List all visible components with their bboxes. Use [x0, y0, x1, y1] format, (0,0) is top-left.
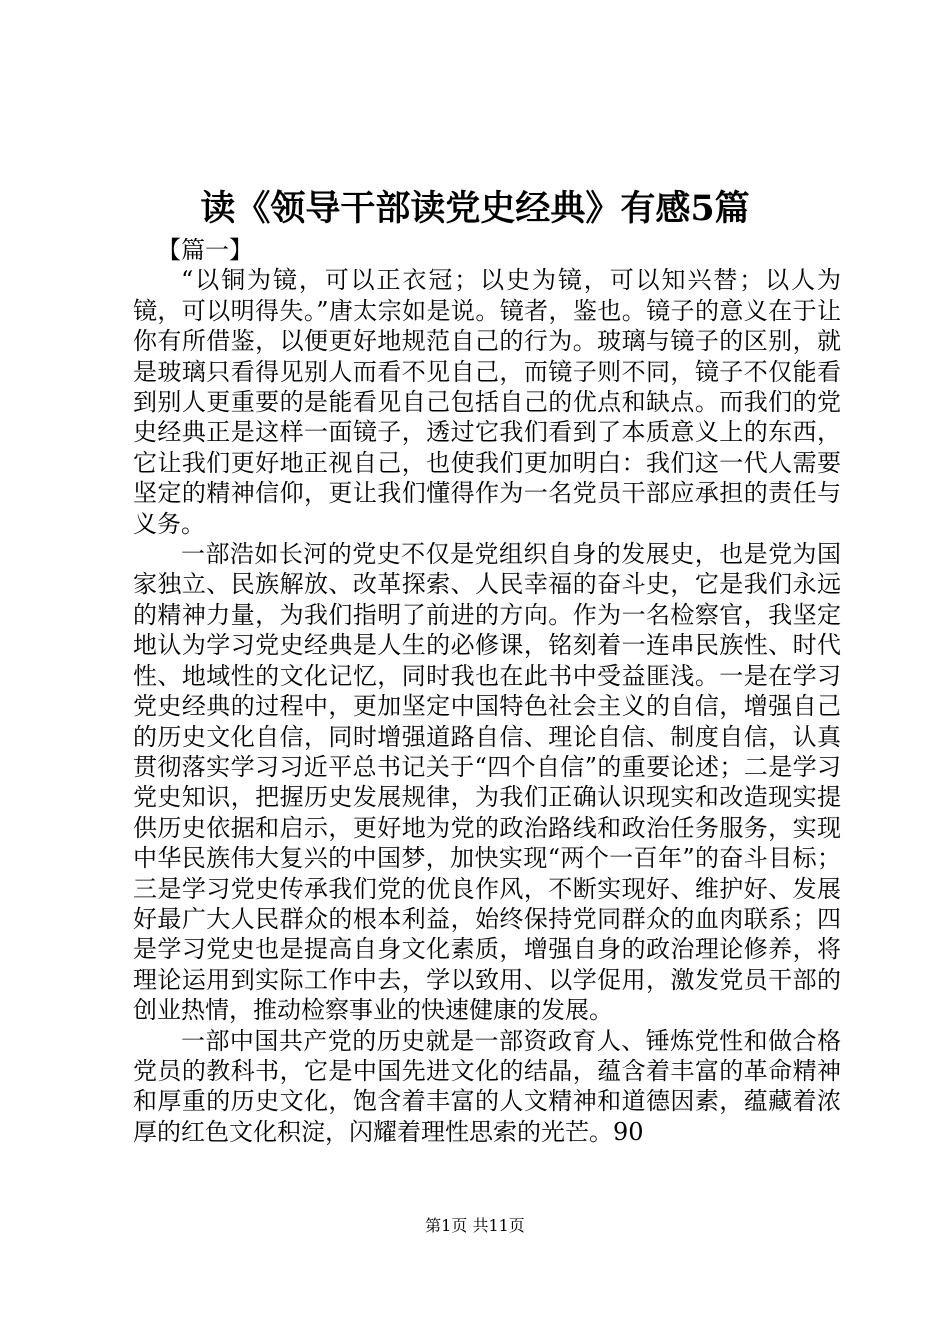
paragraph-2: 一部浩如长河的党史不仅是党组织自身的发展史，也是党为国家独立、民族解放、改革探索、人民幸福的奋斗史，它是我们永远的精神力量，为我们指明了前进的方向。作为一名检察官，我坚定地认为学习党史经典是人生的必修课，铭刻着一连串民族性、时代性、地域性的文化记忆，同时我也在此书中受益匪浅。一是在学习党史经典的过程中，更加坚定中国特色社会主义的自信，增强自己的历史文化自信，同时增强道路自信、理论自信、制度自信，认真贯彻落实学习习近平总书记关于“四个自信”的重要论述；二是学习党史知识，把握历史发展规律，为我们正确认识现实和改造现实提供历史依据和启示，更好地为党的政治路线和政治任务服务，实现中华民族伟大复兴的中国梦，加快实现“两个一百年”的奋斗目标；三是学习党史传承我们党的优良作风，不断实现好、维护好、发展好最广大人民群众的根本利益，始终保持党同群众的血肉联系；四是学习党史也是提高自身文化素质，增强自身的政治理论修养，将理论运用到实际工作中去，学以致用、以学促用，激发党员干部的创业热情，推动检察事业的快速健康的发展。: [133, 540, 841, 1025]
section-label: 【篇一】: [157, 236, 253, 264]
paragraph-3: 一部中国共产党的历史就是一部资政育人、锤炼党性和做合格党员的教科书，它是中国先进文化的结晶，蕴含着丰富的革命精神和厚重的历史文化，饱含着丰富的人文精神和道德因素，蕴藏着浓厚的红色文化积淀，闪耀着理性思索的光芒。90: [133, 1026, 841, 1146]
document-title: 读《领导干部读党史经典》有感5篇: [200, 188, 750, 229]
document-body: [133, 235, 841, 1147]
paragraph-1: “以铜为镜，可以正衣冠；以史为镜，可以知兴替；以人为镜，可以明得失。”唐太宗如是说。镜者，鉴也。镜子的意义在于让你有所借鉴，以便更好地规范自己的行为。玻璃与镜子的区别，就是玻璃只看得见别人而看不见自己，而镜子则不同，镜子不仅能看到别人更重要的是能看见自己包括自己的优点和缺点。而我们的党史经典正是这样一面镜子，透过它我们看到了本质意义上的东西，它让我们更好地正视自己，也使我们更加明白：我们这一代人需要坚定的精神信仰，更让我们懂得作为一名党员干部应承担的责任与义务。: [133, 266, 841, 538]
page-footer: 第1页 共11页: [425, 1216, 525, 1235]
